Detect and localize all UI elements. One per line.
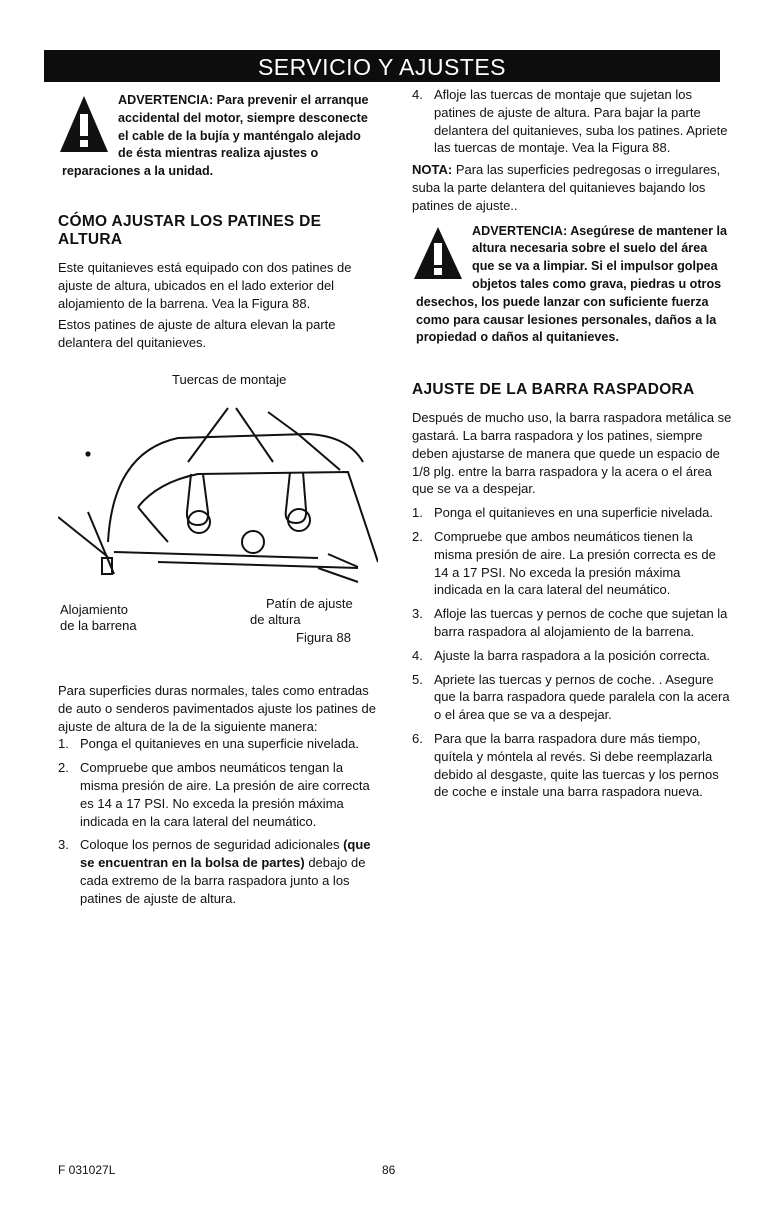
section-banner [44, 50, 720, 82]
step-text: Afloje las tuercas de montaje que sujetan los patines de ajuste de altura. Para bajar la parte delantera del quitanieves, suba los patines. Apriete las tuercas de montaje. Vea la Figura 88. [434, 87, 728, 156]
step-number: 6. [412, 730, 423, 746]
step-number: 4. [412, 647, 423, 663]
step-number: 4. [412, 87, 423, 102]
note-paragraph [412, 161, 732, 214]
heading-scraper-bar: AJUSTE DE LA BARRA RASPADORA [412, 381, 695, 399]
heading-height-skids: CÓMO AJUSTAR LOS PATINES DE ALTURA [58, 212, 322, 248]
step-text: Afloje las tuercas y pernos de coche que sujetan la barra raspadora al alojamiento de la barrena. [434, 606, 728, 639]
step-text: debajo de cada extremo de la barra raspadora junto a los patines de ajuste de altura. [80, 855, 366, 906]
list-item [412, 605, 732, 641]
list-item [412, 86, 732, 157]
step-number: 1. [412, 505, 423, 521]
warning-triangle-icon [412, 225, 464, 281]
figure-label-skid-line1: Patín de ajuste [266, 595, 353, 611]
list-item [412, 528, 732, 599]
figure-label-skid-line2: de altura [250, 611, 301, 627]
list-item [58, 759, 378, 830]
step-text: Coloque los pernos de seguridad adicionales [80, 837, 344, 853]
right-continued-steps [412, 86, 732, 157]
left-column [58, 86, 378, 908]
list-item [412, 730, 732, 801]
list-item [412, 504, 732, 522]
step-text: Ajuste la barra raspadora a la posición correcta. [434, 647, 711, 663]
figure-label-housing-line1: Alojamiento [60, 601, 128, 617]
step-text: Compruebe que ambos neumáticos tengan la misma presión de aire. La presión de aire correcta es 14 a 17 PSI. No exceda la presión máxima indicada en la cara lateral del neumático. [80, 760, 370, 829]
right-column [412, 86, 732, 801]
step-text: Apriete las tuercas y pernos de coche. . Asegure que la barra raspadora quede paralela con la acera o el área que se va a despejar. [434, 671, 730, 723]
paragraph-skids-purpose: Estos patines de ajuste de altura elevan la parte delantera del quitanieves. [58, 317, 336, 351]
note-label: NOTA: [412, 162, 453, 178]
figure-88 [58, 366, 378, 666]
step-number: 3. [412, 606, 423, 622]
figure-label-housing-line2: de la barrena [60, 617, 137, 633]
figure-caption: Figura 88 [296, 629, 351, 645]
step-text: Para que la barra raspadora dure más tiempo, quítela y móntela al revés. Si debe reemplazarla debido al desgaste, quite las tuercas y los pernos de coche e instale una barra raspadora nueva. [434, 730, 719, 800]
step-number: 5. [412, 671, 423, 687]
step-text: Compruebe que ambos neumáticos tienen la misma presión de aire. La presión correcta es de 14 a 17 PSI. No exceda la presión máxima indicada en la cara lateral del neumático. [434, 528, 716, 598]
list-item [58, 836, 378, 907]
step-number: 3. [58, 837, 69, 853]
step-text: Ponga el quitanieves en una superficie nivelada. [434, 505, 713, 521]
warning-triangle-icon [58, 94, 110, 154]
right-steps-list [412, 504, 732, 801]
note-text: Para las superficies pedregosas o irregulares, suba la parte delantera del quitanieves bajando los patines de ajuste.. [412, 162, 721, 213]
warning-block-1 [58, 92, 378, 181]
step-text-bold: (que se encuentran en la bolsa de partes) [80, 837, 371, 871]
left-steps-list [58, 735, 378, 907]
paragraph-hard-surfaces: Para superficies duras normales, tales como entradas de auto o senderos pavimentados ajuste los patines de ajuste de altura de la de la siguiente manera: [58, 682, 376, 734]
step-number: 2. [412, 528, 423, 544]
warning-1-text: Para prevenir el arranque accidental del motor, siempre desconecte el cable de la bujía y manténgalo alejado de ésta mientras realiza ajustes o reparaciones a la unidad. [62, 93, 369, 179]
warning-1-label: ADVERTENCIA: [118, 93, 214, 107]
warning-2-label: ADVERTENCIA: [472, 223, 568, 238]
footer-code: F 031027L [58, 1163, 116, 1177]
step-text: Ponga el quitanieves en una superficie nivelada. [80, 736, 359, 752]
paragraph-scraper-intro: Después de mucho uso, la barra raspadora metálica se gastará. La barra raspadora y los patines, siempre deben ajustarse de manera que quede un espacio de 1/8 plg. entre la barra raspadora y la acera o el área que se va a despejar. [412, 410, 732, 497]
list-item [412, 671, 732, 724]
warning-2-text: Asegúrese de mantener la altura necesaria sobre el suelo del área que se va a limpiar. Si el impulsor golpea objetos tales como grava, piedras u otros desechos, los puede lanzar con suficiente fuerza como para causar lesiones personales, daños a la propiedad o daños al quitanieves. [416, 223, 727, 345]
skid-diagram [58, 392, 378, 602]
list-item [58, 735, 378, 753]
paragraph-skids-intro: Este quitanieves está equipado con dos patines de ajuste de altura, ubicados en el lado exterior del alojamiento de la barrena. Vea la Figura 88. [58, 259, 352, 311]
step-number: 2. [58, 760, 69, 776]
page-number: 86 [382, 1163, 396, 1177]
list-item [412, 647, 732, 665]
section-title: SERVICIO Y AJUSTES [257, 54, 507, 80]
figure-label-mounting-nuts: Tuercas de montaje [172, 371, 287, 387]
step-number: 1. [58, 736, 69, 752]
warning-block-2 [412, 223, 732, 348]
